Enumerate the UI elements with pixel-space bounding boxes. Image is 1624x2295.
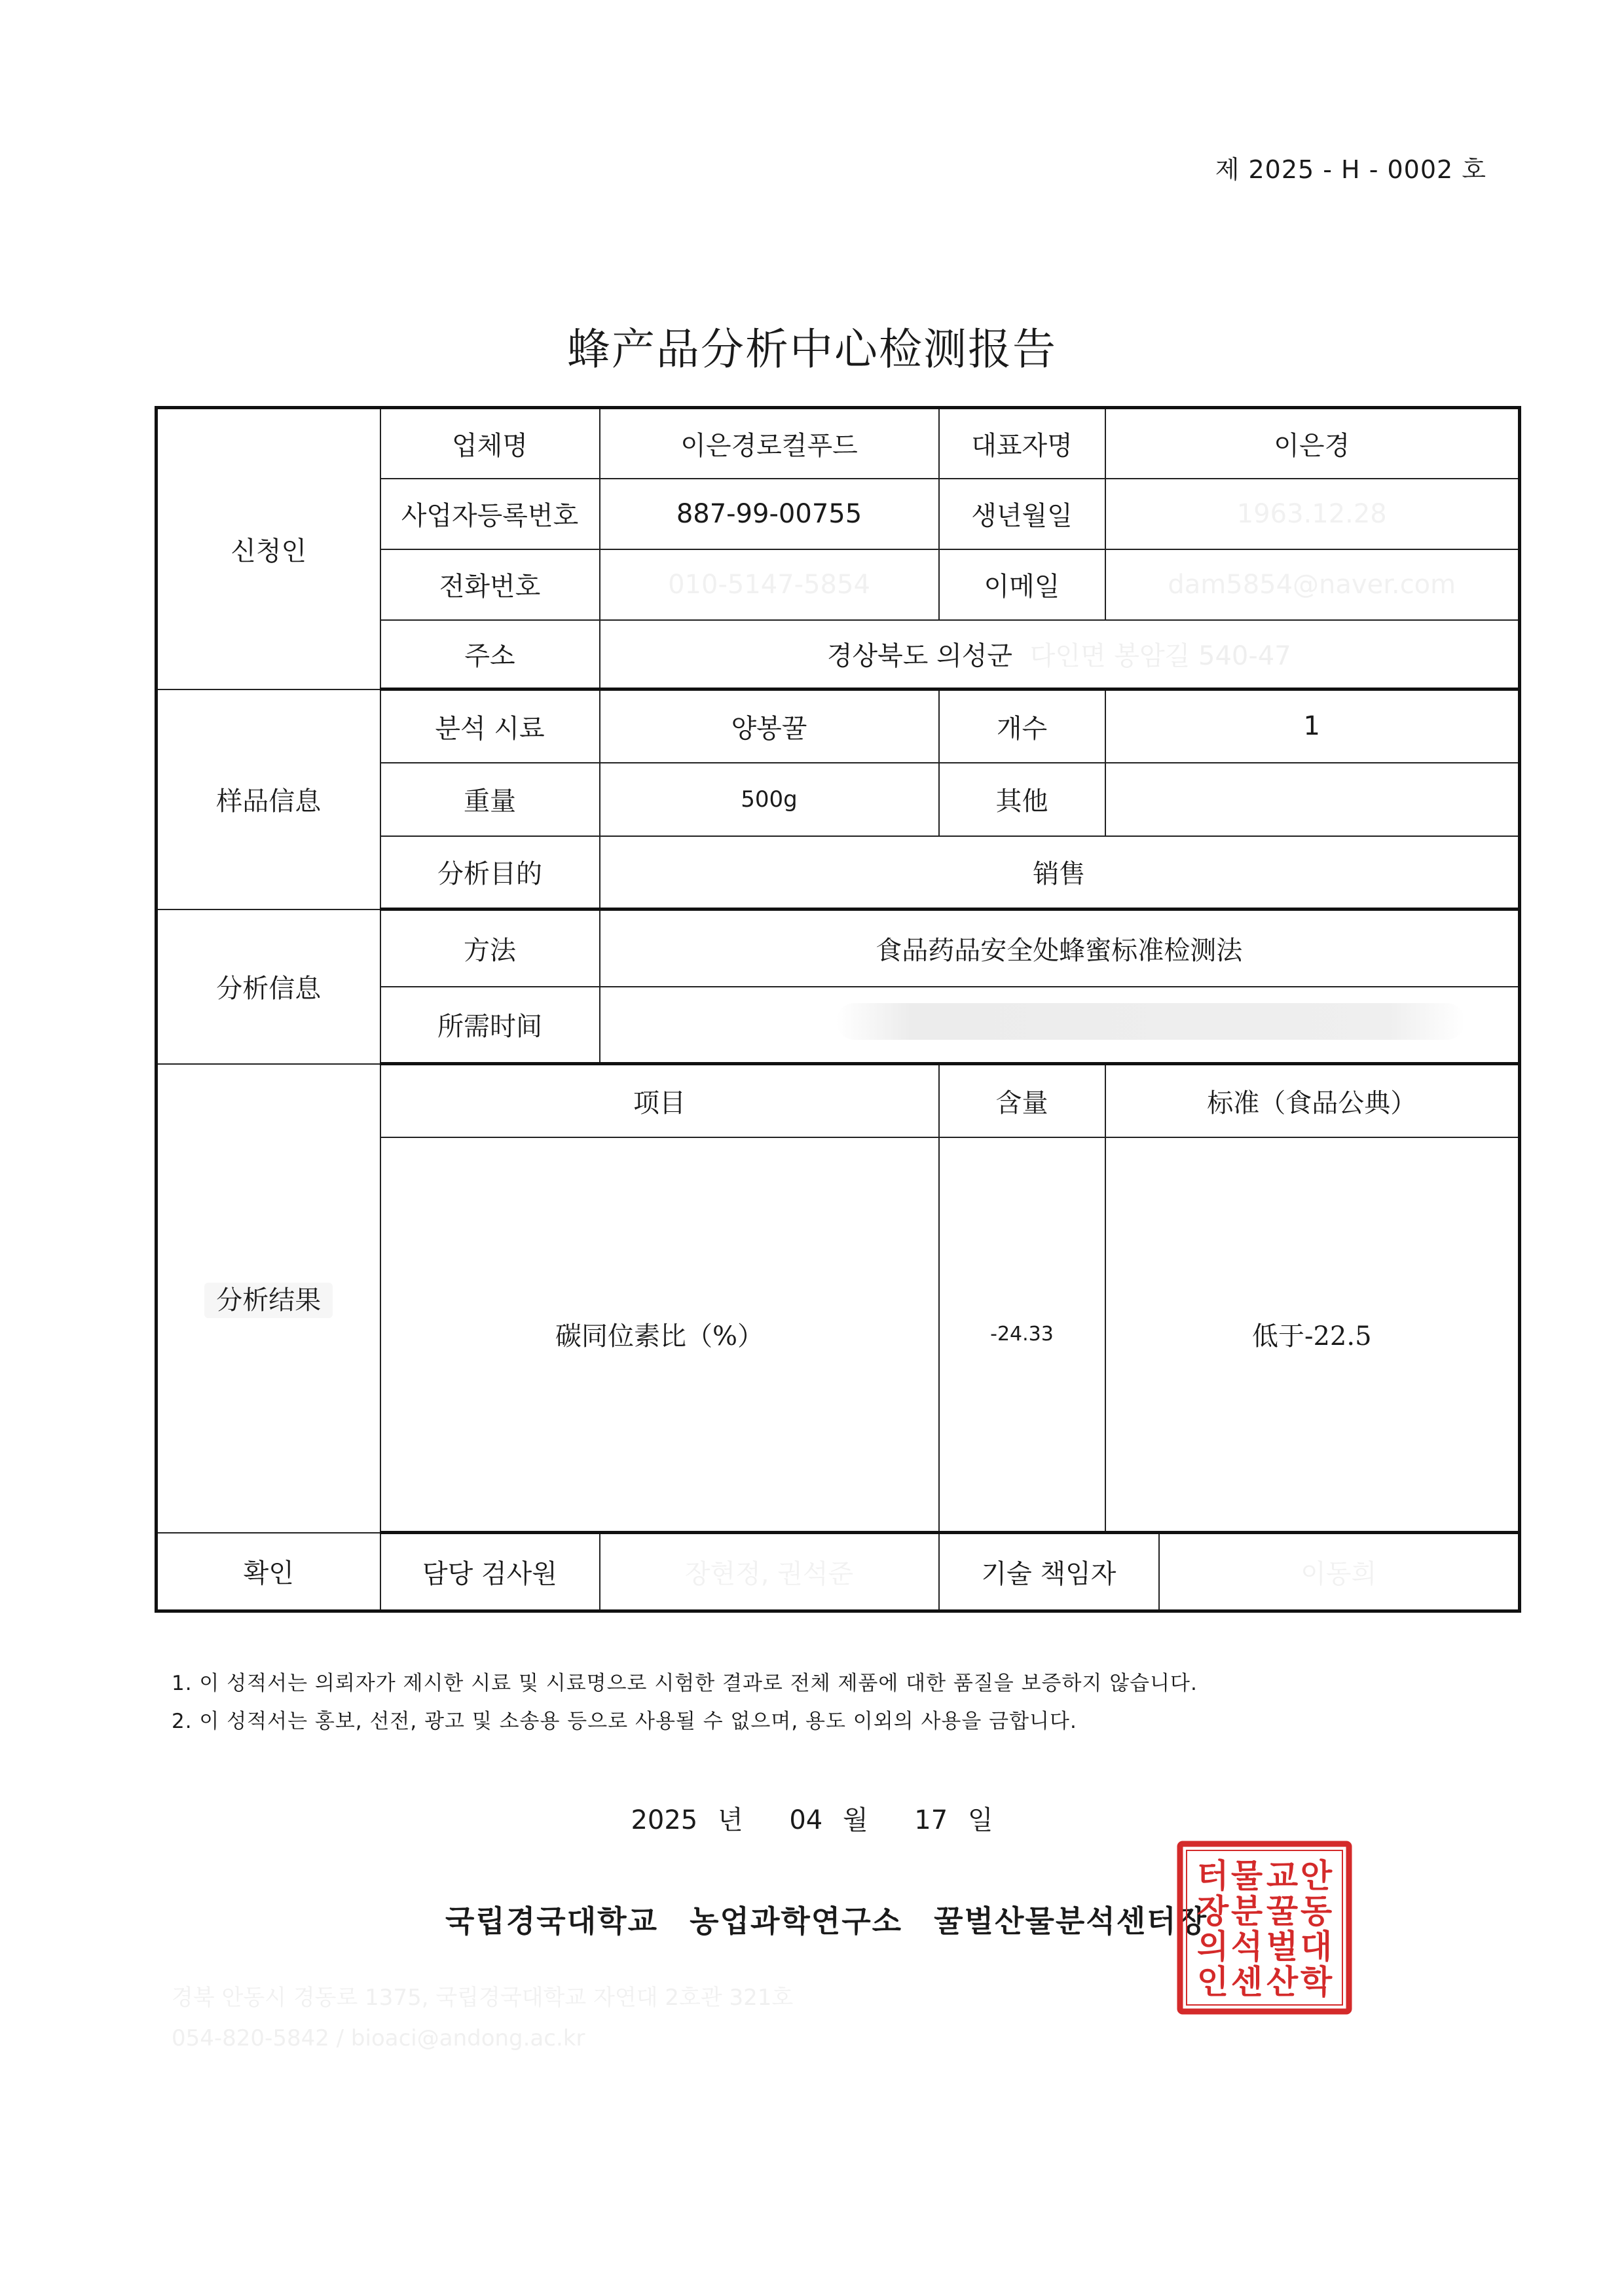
weight-label: 重量 [380, 763, 600, 836]
results-col-content: 含量 [939, 1064, 1105, 1137]
seal-glyph: 동 [1300, 1892, 1333, 1930]
address-line-1: 경북 안동시 경동로 1375, 국립경국대학교 자연대 2호관 321호 [172, 1985, 794, 2011]
seal-glyph: 산 [1266, 1963, 1299, 2001]
date-day: 17 [914, 1805, 948, 1835]
seal-glyph: 센 [1230, 1963, 1263, 2001]
sample-label: 분석 시료 [380, 689, 600, 763]
note-1: 1. 이 성적서는 의뢰자가 제시한 시료 및 시료명으로 시험한 결과로 전체 제품에 대한 품질을 보증하지 않습니다. [172, 1672, 1198, 1695]
birth-value: 1963.12.28 [1105, 479, 1520, 549]
address-label: 주소 [380, 620, 600, 689]
seal-glyph: 물 [1230, 1857, 1263, 1895]
other-value [1105, 763, 1520, 836]
seal-glyph: 벌 [1266, 1928, 1299, 1966]
seal-glyph: 꿀 [1266, 1892, 1299, 1930]
seal-glyph: 학 [1300, 1963, 1333, 2001]
seal-glyph: 대 [1300, 1928, 1333, 1966]
other-label: 其他 [939, 763, 1105, 836]
address-line-2: 054-820-5842 / bioaci@andong.ac.kr [172, 2025, 585, 2051]
report-title: 蜂产品分析中心检测报告 [567, 324, 1057, 375]
bizno-label: 사업자등록번호 [380, 479, 600, 549]
inspector-label: 담당 검사원 [380, 1533, 600, 1611]
date-month-unit: 월 [842, 1805, 868, 1835]
phone-value: 010-5147-5854 [600, 549, 939, 620]
rep-value: 이은경 [1105, 408, 1520, 479]
organization: 국립경국대학교 농업과학연구소 꿀벌산물분석센터장 [445, 1903, 1208, 1939]
time-value-redacted [600, 987, 1520, 1064]
date-day-unit: 일 [967, 1805, 993, 1835]
time-label: 所需时间 [380, 987, 600, 1064]
confirm-group-label: 확인 [157, 1533, 380, 1611]
seal-glyph: 교 [1266, 1857, 1299, 1895]
official-seal-icon [1176, 1840, 1353, 2015]
weight-value: 500g [600, 763, 939, 836]
date-month: 04 [789, 1805, 823, 1835]
company-value: 이은경로컬푸드 [600, 408, 939, 479]
purpose-value: 销售 [600, 836, 1520, 909]
seal-glyph: 의 [1196, 1928, 1229, 1966]
inspector-value: 장현정, 권석준 [600, 1533, 939, 1611]
results-col-standard: 标准（食品公典） [1105, 1064, 1520, 1137]
results-standard: 低于-22.5 [1105, 1137, 1520, 1533]
document-number: 제 2025 - H - 0002 호 [1215, 155, 1486, 184]
company-label: 업체명 [380, 408, 600, 479]
address-value [600, 620, 1520, 689]
rep-label: 대표자명 [939, 408, 1105, 479]
method-label: 方法 [380, 909, 600, 987]
seal-glyph: 터 [1196, 1857, 1229, 1895]
date-year: 2025 [631, 1805, 698, 1835]
tech-label: 기술 책임자 [939, 1533, 1159, 1611]
notes [172, 1664, 1198, 1740]
seal-glyph: 안 [1300, 1857, 1333, 1895]
results-col-item: 项目 [380, 1064, 939, 1137]
address-footer [172, 1977, 793, 2059]
purpose-label: 分析目的 [380, 836, 600, 909]
analysis-info-group-label: 分析信息 [157, 909, 380, 1064]
sample-value: 양봉꿀 [600, 689, 939, 763]
phone-label: 전화번호 [380, 549, 600, 620]
report-table [155, 406, 1521, 1613]
results-item: 碳同位素比（%） [380, 1137, 939, 1533]
seal-glyph: 장 [1196, 1892, 1229, 1930]
count-value: 1 [1105, 689, 1520, 763]
seal-glyph: 분 [1230, 1892, 1263, 1930]
note-2: 2. 이 성적서는 홍보, 선전, 광고 및 소송용 등으로 사용될 수 없으며, 용도 이외의 사용을 금합니다. [172, 1710, 1077, 1733]
applicant-group-label: 신청인 [157, 408, 380, 689]
results-content: -24.33 [939, 1137, 1105, 1533]
sample-group-label: 样品信息 [157, 689, 380, 909]
date-year-unit: 년 [717, 1805, 743, 1835]
issue-date [0, 1799, 1624, 1837]
birth-label: 생년월일 [939, 479, 1105, 549]
bizno-value: 887-99-00755 [600, 479, 939, 549]
address-faded: 다인면 봉암길 540-47 [1029, 641, 1291, 672]
results-group-label: 分析结果 [157, 1064, 380, 1533]
method-value: 食品药品安全处蜂蜜标准检测法 [600, 909, 1520, 987]
seal-glyph: 석 [1230, 1928, 1263, 1966]
email-label: 이메일 [939, 549, 1105, 620]
address-visible: 경상북도 의성군 [826, 641, 1013, 672]
tech-value: 이동희 [1159, 1533, 1520, 1611]
email-value: dam5854@naver.com [1105, 549, 1520, 620]
seal-glyph: 인 [1196, 1963, 1229, 2001]
count-label: 개수 [939, 689, 1105, 763]
